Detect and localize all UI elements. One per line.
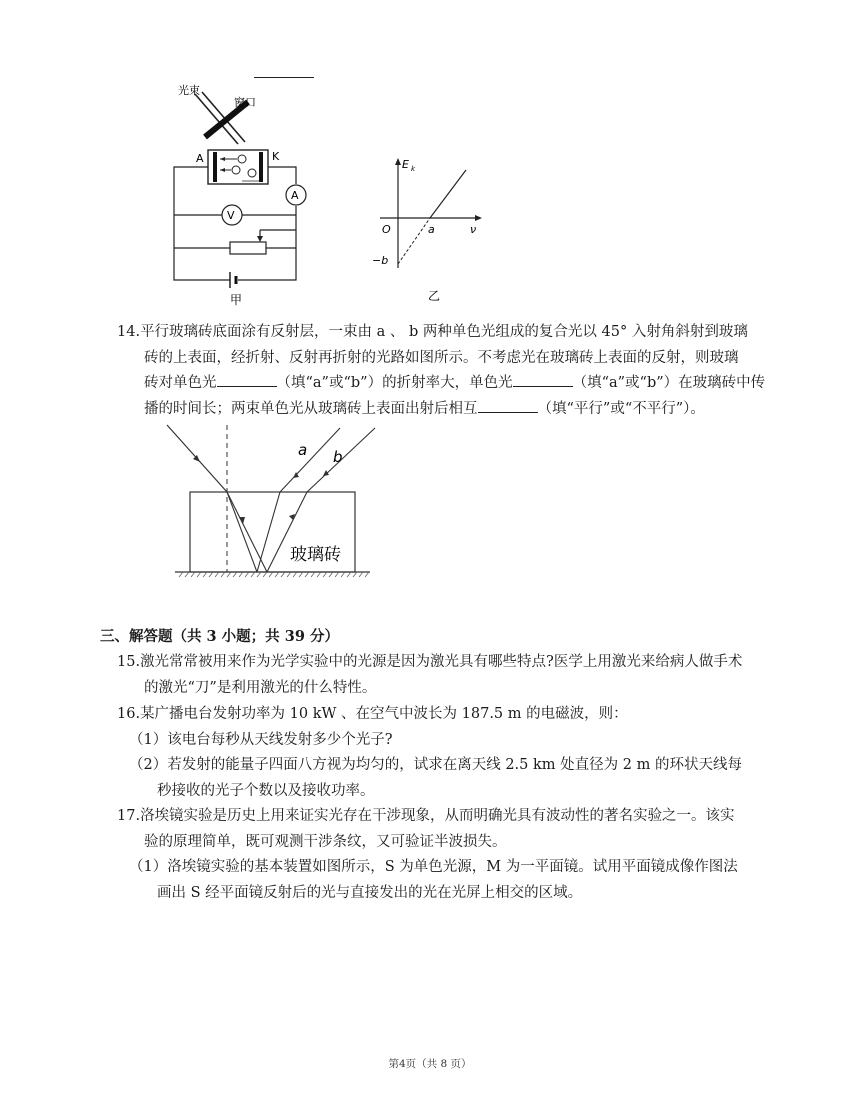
origin-label: O bbox=[382, 223, 391, 236]
question-number: 15. bbox=[117, 654, 141, 670]
answer-blank bbox=[513, 372, 573, 387]
question-17 bbox=[117, 804, 767, 906]
ek-axis-subscript: k bbox=[411, 165, 416, 173]
question-15 bbox=[117, 650, 767, 701]
question-number: 14. bbox=[117, 324, 141, 340]
ek-frequency-graph bbox=[370, 150, 490, 305]
q16-sub-2-line-2: 秒接收的光子个数以及接收功率。 bbox=[157, 782, 375, 799]
anode-label: A bbox=[196, 152, 204, 165]
page-footer: 第4页（共 8 页） bbox=[388, 1058, 472, 1070]
voltmeter-symbol: V bbox=[227, 209, 235, 222]
q14-line-3a: 砖对单色光 bbox=[144, 375, 217, 391]
question-16 bbox=[117, 702, 767, 804]
q14-line-3 bbox=[117, 371, 767, 397]
figure-jia-label: 甲 bbox=[230, 293, 243, 307]
q14-line-2: 砖的上表面，经折射、反射再折射的光路如图所示。不考虑光在玻璃砖上表面的反射，则玻璃 bbox=[144, 349, 739, 366]
q17-line-2: 验的原理简单，既可观测干涉条纹，又可验证半波损失。 bbox=[144, 833, 507, 850]
q14-line-4b: （填“平行”或“不平行”）。 bbox=[537, 400, 705, 417]
ray-b-label: b bbox=[333, 448, 343, 466]
question-number: 16. bbox=[117, 706, 141, 722]
ray-a-label: a bbox=[298, 441, 308, 459]
answer-blank bbox=[217, 372, 277, 387]
frequency-axis-label: ν bbox=[470, 223, 477, 236]
glass-brick-label: 玻璃砖 bbox=[290, 545, 341, 565]
photoelectric-circuit-figure bbox=[160, 82, 330, 307]
q15-line-1: 激光常常被用来作为光学实验中的光源是因为激光具有哪些特点?医学上用激光来给病人做手术 bbox=[140, 654, 743, 670]
answer-blank-line bbox=[254, 77, 314, 78]
question-number: 17. bbox=[117, 808, 141, 824]
ammeter-symbol: A bbox=[291, 189, 299, 202]
section-title: 三、解答题（共 3 小题；共 39 分） bbox=[100, 628, 339, 645]
beam-label: 光束 bbox=[178, 84, 200, 97]
question-14 bbox=[117, 320, 767, 422]
q17-sub-1-line-1: （1）洛埃镜实验的基本装置如图所示，S 为单色光源，M 为一平面镜。试用平面镜成像作图法 bbox=[129, 859, 738, 875]
window-label: 窗口 bbox=[234, 96, 256, 109]
q17-sub-1-line-2: 画出 S 经平面镜反射后的光与直接发出的光在光屏上相交的区域。 bbox=[157, 884, 583, 901]
cathode-label: K bbox=[272, 150, 280, 163]
ek-axis-label: E bbox=[402, 158, 409, 171]
glass-brick-figure bbox=[145, 420, 390, 585]
q14-line-4a: 播的时间长；两束单色光从玻璃砖上表面出射后相互 bbox=[144, 400, 478, 417]
figure-yi-label: 乙 bbox=[428, 289, 441, 303]
intercept-label: −b bbox=[372, 254, 389, 267]
q16-sub-1: （1）该电台每秒从天线发射多少个光子? bbox=[129, 731, 393, 748]
q15-line-2: 的激光“刀”是利用激光的什么特性。 bbox=[144, 679, 377, 696]
q14-line-1: 平行玻璃砖底面涂有反射层，一束由 a 、 b 两种单色光组成的复合光以 45° 入射角斜射到玻璃 bbox=[140, 324, 748, 340]
q17-line-1: 洛埃镜实验是历史上用来证实光存在干涉现象，从而明确光具有波动性的著名实验之一。该实 bbox=[140, 808, 735, 824]
answer-blank bbox=[478, 398, 538, 413]
q16-line-1: 某广播电台发射功率为 10 kW 、在空气中波长为 187.5 m 的电磁波，则： bbox=[140, 706, 628, 722]
q14-line-3b: （填“a”或“b”）的折射率大，单色光 bbox=[276, 375, 513, 391]
threshold-label: a bbox=[428, 223, 435, 236]
q16-sub-2-line-1: （2）若发射的能量子四面八方视为均匀的，试求在离天线 2.5 km 处直径为 2 m 的环状天线每 bbox=[129, 757, 742, 773]
q14-line-3c: （填“a”或“b”）在玻璃砖中传 bbox=[572, 375, 766, 391]
q14-line-4 bbox=[117, 397, 767, 423]
